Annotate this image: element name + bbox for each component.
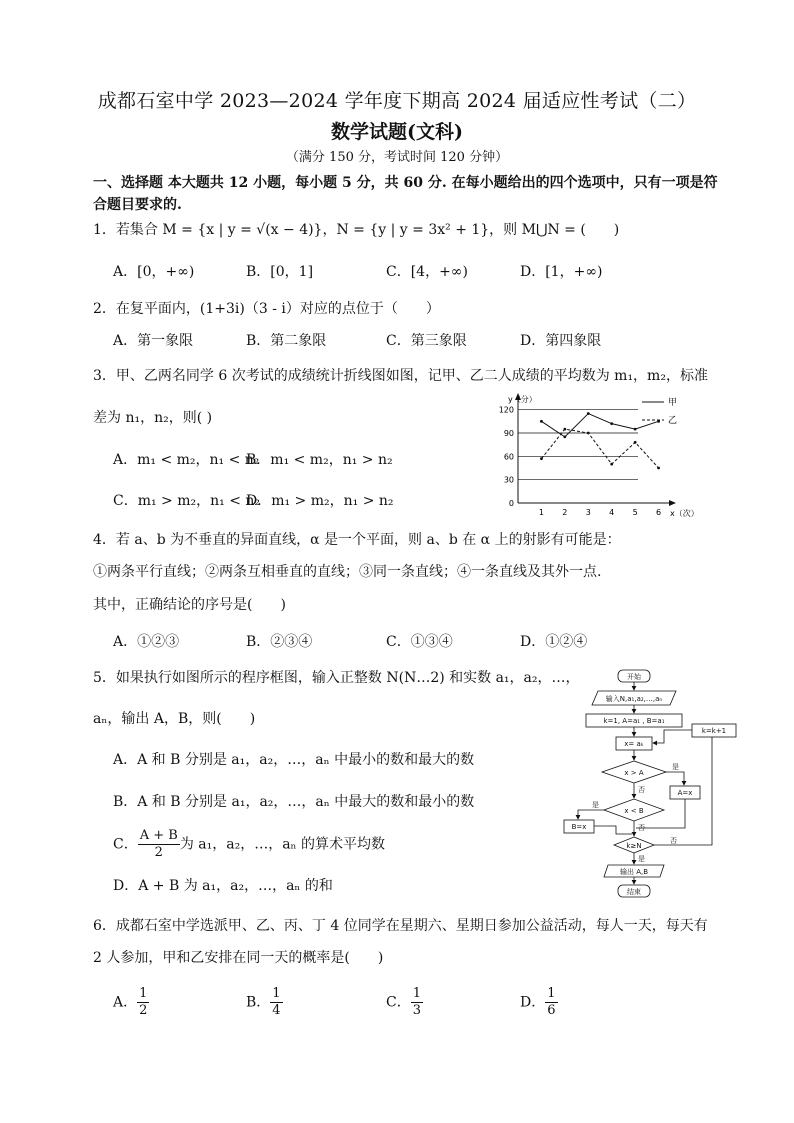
q5-option-a: A．A 和 B 分别是 a₁，a₂，…，aₙ 中最小的数和最大的数 (113, 752, 475, 768)
flow-assign-label: x= aₖ (624, 740, 644, 748)
flow-yes3: 是 (638, 855, 645, 863)
q5-stem-line2: aₙ，输出 A，B，则( ) (93, 711, 256, 727)
q2-option-b: B．第二象限 (246, 333, 327, 349)
q6-d-fraction (545, 986, 557, 1019)
q6-a-fraction (137, 986, 149, 1019)
legend-jia: 甲 (668, 398, 678, 408)
program-flowchart (560, 668, 775, 900)
x-tick-4: 4 (609, 508, 615, 517)
q3-stem-line1: 3．甲、乙两名同学 6 次考试的成绩统计折线图如图，记甲、乙二人成绩的平均数为 m₁，m₂，标准 (93, 368, 708, 384)
exam-subtitle: 数学试题(文科) (331, 121, 463, 143)
point-yi-6 (657, 467, 660, 470)
q6-option-c (386, 986, 423, 1019)
point-jia-4 (610, 422, 613, 425)
q6-b-num: 1 (272, 986, 281, 1001)
q6-c-label: C． (386, 994, 411, 1011)
q3-option-a: A．m₁ < m₂，n₁ < n₂ (113, 452, 260, 468)
q1-option-a: A．[0，+∞) (113, 264, 195, 280)
x-axis-arrow (669, 500, 676, 506)
score-line-chart (492, 390, 712, 525)
point-jia-3 (587, 412, 590, 415)
q1-option-b: B．[0，1] (246, 264, 314, 280)
section-heading-line1: 一、选择题 本大题共 12 小题，每小题 5 分，共 60 分. 在每小题给出的四个选项中，只有一项是符 (93, 175, 718, 191)
y-tick-60: 60 (503, 452, 514, 462)
q6-option-a (113, 986, 149, 1019)
q5-option-b: B．A 和 B 分别是 a₁，a₂，…，aₙ 中最大的数和最小的数 (113, 794, 475, 810)
q6-b-label: B． (246, 994, 271, 1011)
q6-a-label: A． (113, 994, 138, 1011)
flow-no3: 否 (670, 837, 677, 845)
q6-a-num: 1 (139, 986, 148, 1001)
q3-option-d: D．m₁ > m₂，n₁ > n₂ (246, 493, 394, 509)
flow-no1: 否 (638, 786, 645, 794)
q4-list: ①两条平行直线；②两条互相垂直的直线；③同一条直线；④一条直线及其外一点. (93, 564, 602, 580)
q6-c-den: 3 (412, 1003, 421, 1018)
q5-c-num: A + B (139, 828, 178, 843)
q1-stem: 1．若集合 M = {x | y = √(x − 4)}，N = {y | y = 3x² + 1}，则 M⋃N = ( ) (93, 222, 620, 238)
y-tick-120: 120 (498, 405, 514, 415)
q6-option-b (246, 986, 283, 1019)
q3-option-b: B．m₁ < m₂，n₁ > n₂ (246, 452, 393, 468)
q6-c-fraction (411, 986, 423, 1019)
point-yi-1 (540, 457, 543, 460)
flow-cond2-label: x < B (624, 807, 644, 815)
q6-c-num: 1 (412, 986, 421, 1001)
x-tick-6: 6 (656, 508, 662, 517)
x-tick-5: 5 (632, 508, 638, 517)
q3-option-c: C．m₁ > m₂，n₁ < n₂ (113, 493, 261, 509)
q6-b-fraction (270, 986, 282, 1019)
q4-option-d: D．①②④ (520, 634, 588, 650)
q4-ask: 其中，正确结论的序号是( ) (93, 597, 286, 613)
y-axis-label: y（分） (508, 395, 537, 404)
flow-no2: 否 (638, 824, 645, 832)
x-tick-1: 1 (538, 508, 544, 517)
x-tick-2: 2 (562, 508, 568, 517)
flow-yes2: 是 (592, 801, 599, 809)
x-tick-3: 3 (585, 508, 591, 517)
flow-setB-label: B=x (571, 823, 587, 831)
q4-stem: 4．若 a、b 为不垂直的异面直线，α 是一个平面，则 a、b 在 α 上的射影有可能是： (93, 532, 621, 548)
point-jia-1 (540, 420, 543, 423)
q4-option-c: C．①③④ (386, 634, 453, 650)
point-yi-5 (634, 441, 637, 444)
x-axis-label: x（次） (670, 509, 699, 518)
flow-end-label: 结束 (627, 888, 641, 896)
q6-d-label: D． (520, 994, 546, 1011)
y-tick-30: 30 (503, 475, 514, 485)
q2-option-c: C．第三象限 (386, 333, 467, 349)
q2-stem: 2．在复平面内，(1+3i)（3 - i）对应的点位于（ ） (93, 301, 440, 317)
q6-d-den: 6 (547, 1003, 556, 1018)
q6-stem-line2: 2 人参加，甲和乙安排在同一天的概率是( ) (93, 950, 384, 966)
q6-option-d (520, 986, 558, 1019)
q5-c-rest: 为 a₁，a₂，…，aₙ 的算术平均数 (179, 836, 386, 853)
flow-inc-label: k=k+1 (701, 727, 727, 735)
point-jia-5 (634, 428, 637, 431)
flow-yes1: 是 (672, 763, 679, 771)
flow-init-label: k=1, A=a₁ , B=a₁ (603, 717, 665, 725)
q5-stem-line1: 5．如果执行如图所示的程序框图，输入正整数 N(N…2) 和实数 a₁，a₂，…， (93, 670, 580, 686)
q4-option-a: A．①②③ (113, 634, 180, 650)
q5-option-c: C． $\frac{A + B}{2}$ 为 a₁，a₂，…，aₙ 的算术平均数 (113, 828, 386, 860)
flow-output-label: 输出 A,B (619, 868, 649, 876)
section-heading-line2: 合题目要求的. (93, 197, 182, 213)
series-yi-line (541, 429, 658, 468)
q6-stem-line1: 6．成都石室中学选派甲、乙、丙、丁 4 位同学在星期六、星期日参加公益活动，每人一天，每天有 (93, 918, 708, 934)
flow-input-label: 输入N,a₁,a₂,…,aₙ (605, 695, 663, 703)
y-tick-0: 0 (508, 499, 514, 508)
exam-note: （满分 150 分，考试时间 120 分钟） (285, 150, 509, 165)
legend-yi: 乙 (668, 416, 678, 426)
flow-cond1-label: x > A (624, 769, 644, 777)
q6-b-den: 4 (272, 1003, 281, 1018)
q4-option-b: B．②③④ (246, 634, 313, 650)
q1-option-c: C．[4，+∞) (386, 264, 468, 280)
flow-cond3-label: k≥N (626, 842, 642, 850)
q3-stem-line2: 差为 n₁，n₂，则( ) (93, 410, 213, 426)
flow-setA-label: A=x (677, 789, 693, 797)
point-jia-2 (563, 435, 566, 438)
flow-start-label: 开始 (627, 673, 641, 681)
q5-option-d: D．A + B 为 a₁，a₂，…，aₙ 的和 (113, 878, 333, 894)
q2-option-d: D．第四象限 (520, 333, 602, 349)
point-yi-3 (587, 432, 590, 435)
q2-option-a: A．第一象限 (113, 333, 194, 349)
q6-a-den: 2 (139, 1003, 148, 1018)
point-yi-4 (610, 463, 613, 466)
q5-c-den: 2 (154, 845, 163, 860)
q1-option-d: D．[1，+∞) (520, 264, 603, 280)
series-jia-line (541, 414, 658, 437)
point-yi-2 (563, 428, 566, 431)
exam-title: 成都石室中学 2023—2024 学年度下期高 2024 届适应性考试（二） (97, 90, 697, 112)
q6-d-num: 1 (547, 986, 556, 1001)
q5-c-fraction (138, 828, 180, 861)
y-tick-90: 90 (503, 429, 514, 438)
